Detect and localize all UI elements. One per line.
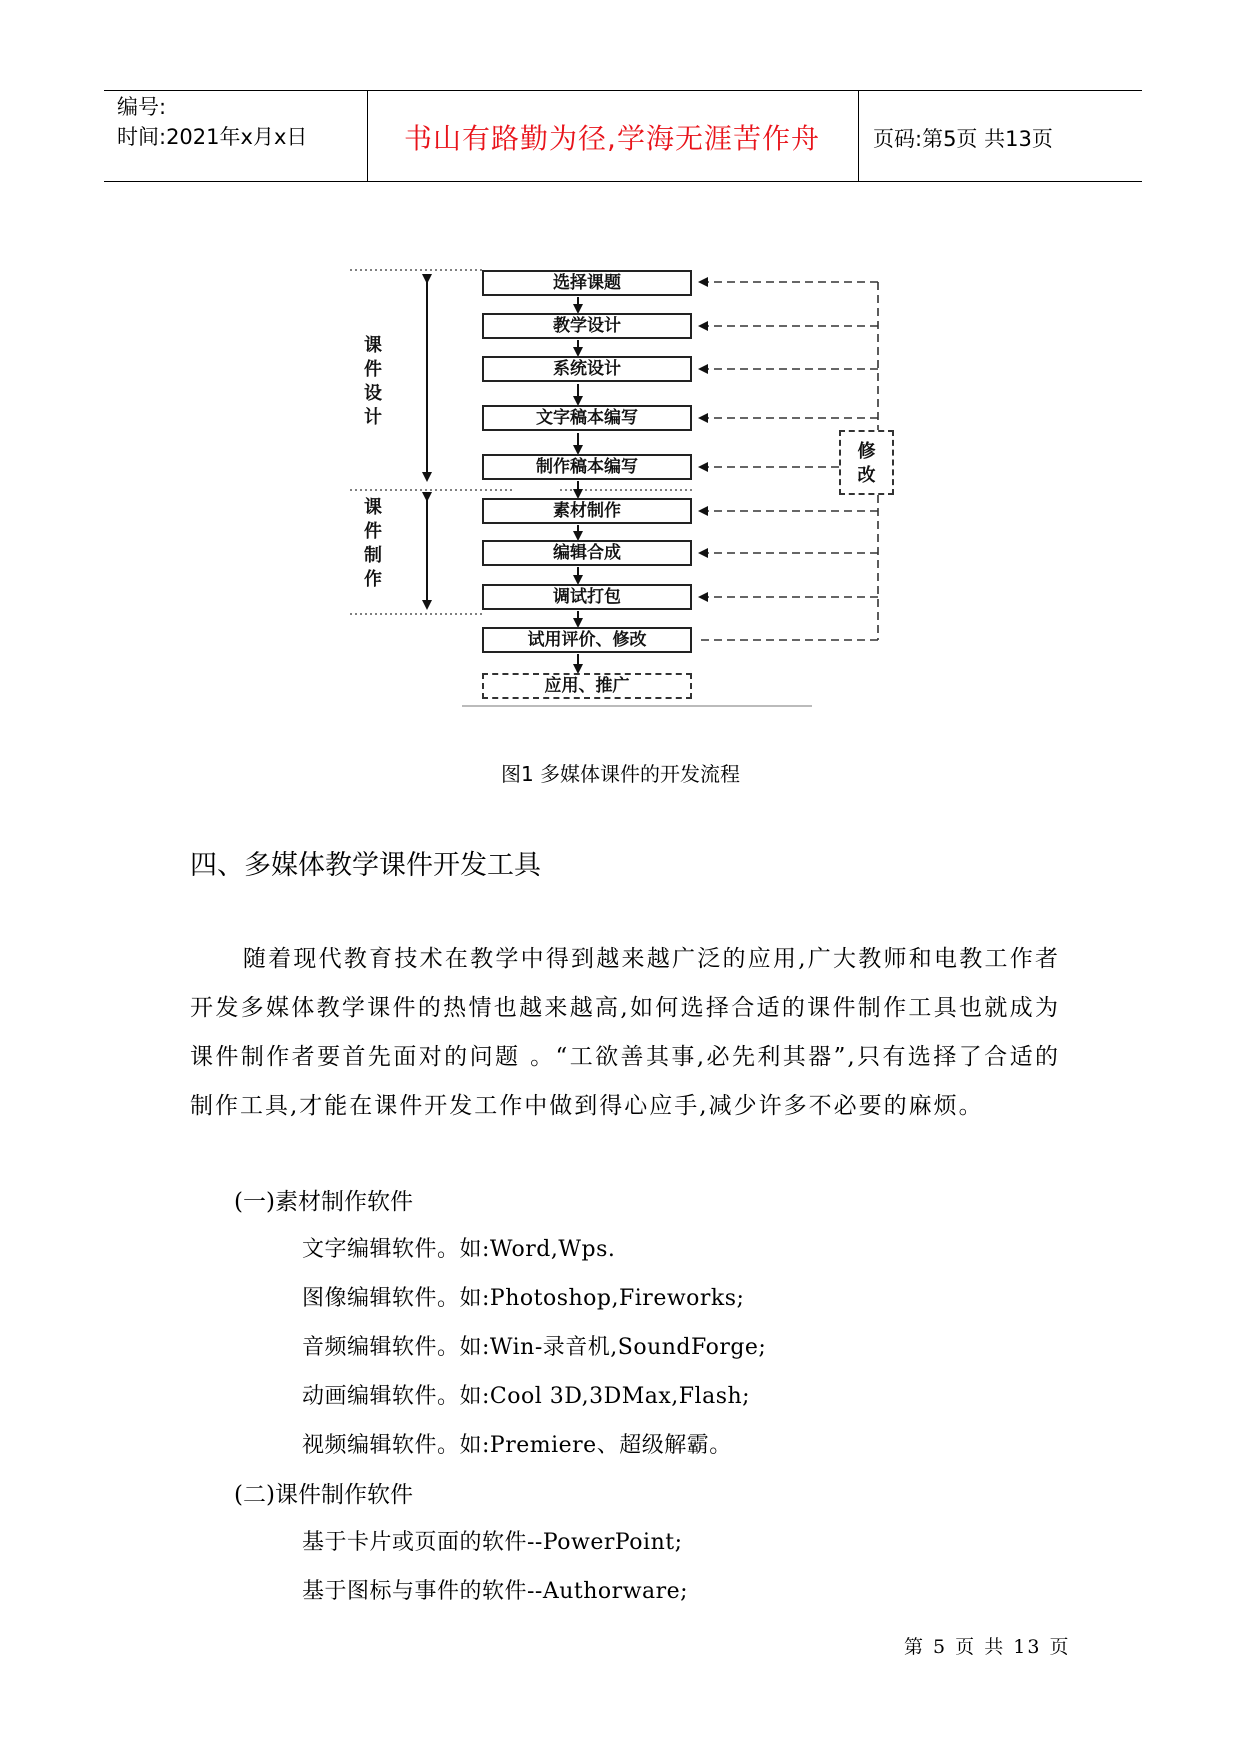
figure-caption: 图1 多媒体课件的开发流程 (500, 762, 741, 786)
header-page-info: 页码:第5页 共13页 (873, 127, 1053, 151)
flow-step-production-script: 制作稿本编写 (482, 454, 692, 480)
list-item: 音频编辑软件。如:Win-录音机,SoundForge; (302, 1335, 767, 1360)
revise-box: 修 改 (839, 430, 894, 495)
flow-step-material-production: 素材制作 (482, 498, 692, 524)
document-number-label: 编号: (117, 95, 167, 119)
list-item: 文字编辑软件。如:Word,Wps. (302, 1237, 616, 1262)
subsection-title-materials: (一)素材制作软件 (234, 1189, 413, 1215)
flow-step-trial-evaluation: 试用评价、修改 (482, 627, 692, 653)
header-motto: 书山有路勤为径,学海无涯苦作舟 (404, 122, 820, 155)
flow-step-application: 应用、推广 (482, 673, 692, 699)
list-item: 基于图标与事件的软件--Authorware; (302, 1579, 689, 1604)
flow-step-system-design: 系统设计 (482, 356, 692, 382)
flow-step-debug-package: 调试打包 (482, 584, 692, 610)
flow-step-select-topic: 选择课题 (482, 270, 692, 296)
document-time: 时间:2021年x月x日 (117, 125, 308, 149)
flow-step-editing: 编辑合成 (482, 540, 692, 566)
flow-step-text-script: 文字稿本编写 (482, 405, 692, 431)
body-paragraph (190, 935, 1060, 1131)
list-item: 动画编辑软件。如:Cool 3D,3DMax,Flash; (302, 1384, 751, 1409)
page-footer: 第 5 页 共 13 页 (904, 1636, 1071, 1658)
list-item: 视频编辑软件。如:Premiere、超级解霸。 (302, 1433, 732, 1458)
phase-label-production: 课 件 制 作 (364, 497, 382, 590)
section-heading: 四、多媒体教学课件开发工具 (190, 850, 541, 881)
list-item: 图像编辑软件。如:Photoshop,Fireworks; (302, 1286, 745, 1311)
phase-label-design: 课 件 设 计 (364, 335, 382, 428)
flow-step-instructional-design: 教学设计 (482, 313, 692, 339)
list-item: 基于卡片或页面的软件--PowerPoint; (302, 1530, 683, 1555)
paragraph-text: 随着现代教育技术在教学中得到越来越广泛的应用,广大教师和电教工作者开发多媒体教学课件的热情也越来越高,如何选择合适的课件制作工具也就成为课件制作者要首先面对的问题 。“工欲善其事,必先利其器”,只有选择了合适的制作工具,才能在课件开发工作中做到得心应手,减少许多不必要的麻烦。 (190, 946, 1060, 1119)
subsection-title-courseware: (二)课件制作软件 (234, 1482, 413, 1508)
